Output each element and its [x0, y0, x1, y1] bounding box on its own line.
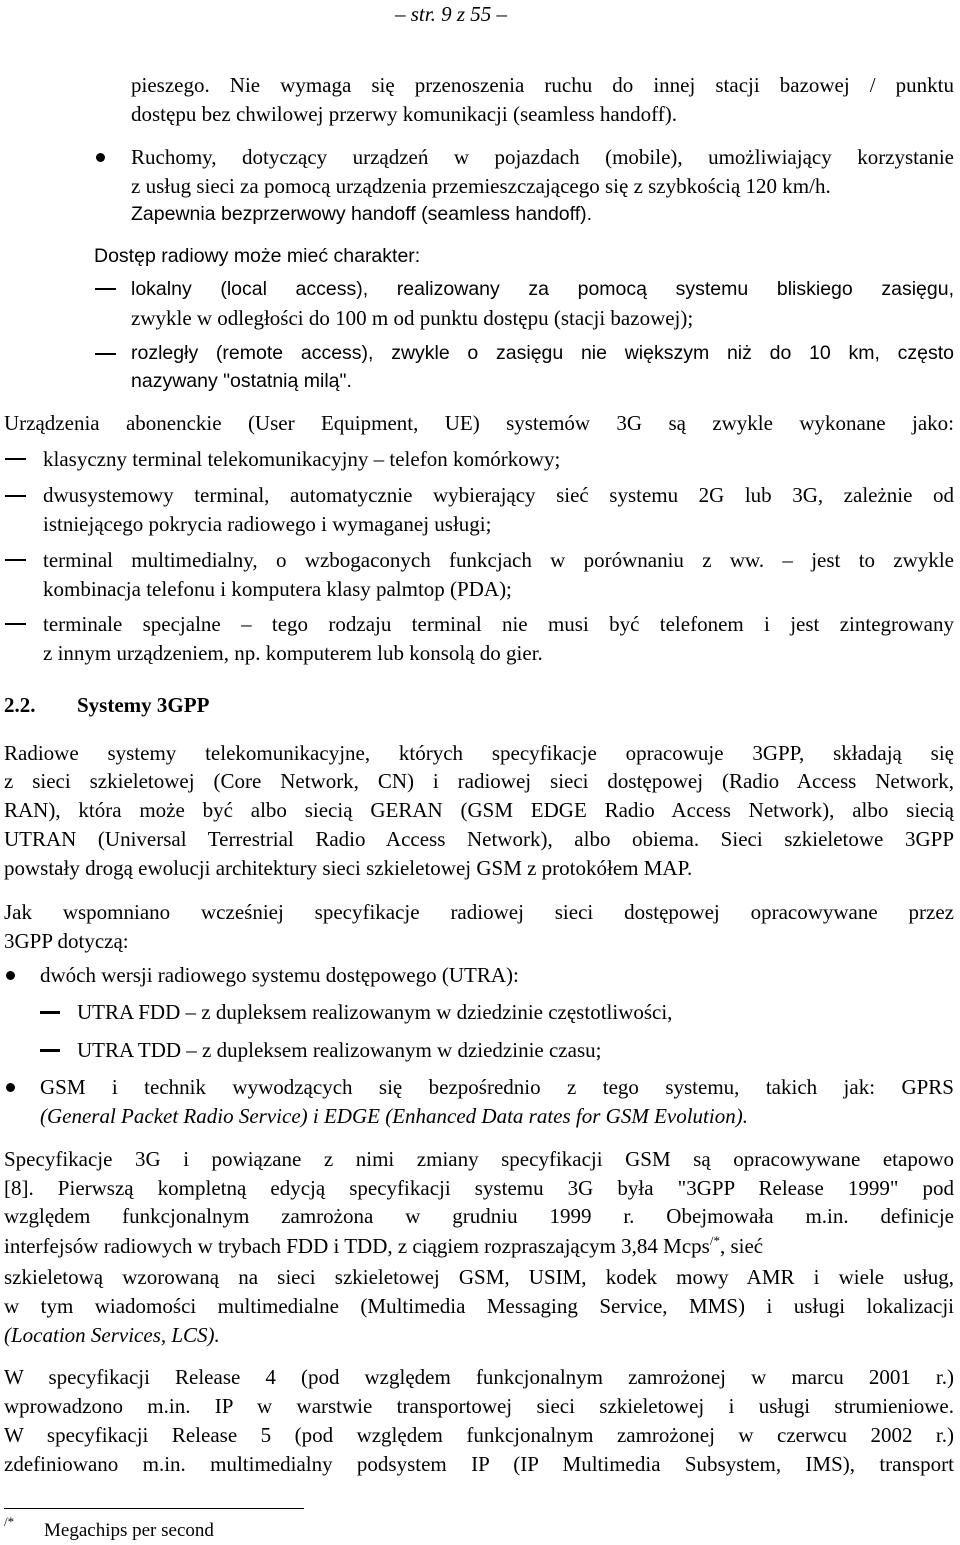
paragraph-line: [8]. Pierwszą kompletną edycją specyfikacji systemu 3G była "3GPP Release 1999" pod: [4, 1176, 954, 1200]
list-item: kombinacja telefonu i komputera klasy palmtop (PDA);: [43, 577, 512, 601]
list-item: rozległy (remote access), zwykle o zasięgu nie większym niż do 10 km, często: [131, 342, 954, 364]
dash-icon: [5, 458, 26, 460]
dash-icon: [5, 495, 26, 497]
dash-icon: [95, 288, 116, 290]
list-item: klasyczny terminal telekomunikacyjny – telefon komórkowy;: [43, 447, 561, 471]
bullet-icon: [6, 1083, 15, 1092]
list-item: GSM i technik wywodzących się bezpośrednio z tego systemu, takich jak: GPRS: [40, 1075, 954, 1099]
list-item: Ruchomy, dotyczący urządzeń w pojazdach (mobile), umożliwiający korzystanie: [131, 145, 954, 169]
list-item: Zapewnia bezprzerwowy handoff (seamless handoff).: [131, 203, 593, 225]
list-item: z usług sieci za pomocą urządzenia przemieszczającego się z szybkością 120 km/h.: [131, 174, 831, 198]
list-item: istniejącego pokrycia radiowego i wymaganej usługi;: [43, 512, 492, 536]
paragraph-line: 3GPP dotyczą:: [4, 929, 129, 953]
list-item: z innym urządzeniem, np. komputerem lub konsolą do gier.: [43, 641, 543, 665]
bullet-icon: [6, 971, 15, 980]
page-number-header: – str. 9 z 55 –: [395, 2, 508, 26]
paragraph-line: szkieletową wzorowaną na sieci szkieletowej GSM, USIM, kodek mowy AMR i wiele usług,: [4, 1265, 954, 1289]
list-item: nazywany "ostatnią milą".: [131, 370, 352, 392]
dash-icon: [95, 353, 116, 355]
paragraph-line: Radiowe systemy telekomunikacyjne, których specyfikacje opracowuje 3GPP, składają się: [4, 741, 954, 765]
paragraph-line: W specyfikacji Release 5 (pod względem funkcjonalnym zamrożonej w czerwcu 2002 r.): [4, 1423, 954, 1447]
list-item: zwykle w odległości do 100 m od punktu dostępu (stacji bazowej);: [131, 306, 694, 330]
list-item: UTRA FDD – z dupleksem realizowanym w dziedzinie częstotliwości,: [77, 1000, 673, 1024]
paragraph-line: (Location Services, LCS).: [4, 1323, 220, 1347]
list-item: dwóch wersji radiowego systemu dostępowego (UTRA):: [40, 963, 519, 987]
paragraph-text: , sieć: [719, 1234, 764, 1258]
paragraph-line: dostępu bez chwilowej przerwy komunikacji (seamless handoff).: [131, 102, 678, 126]
paragraph-text: interfejsów radiowych w trybach FDD i TDD, z ciągiem rozpraszającym 3,84 Mcps: [4, 1234, 710, 1258]
dash-icon: [5, 559, 26, 561]
paragraph-line: względem funkcjonalnym zamrożona w grudniu 1999 r. Obejmowała m.in. definicje: [4, 1204, 954, 1228]
paragraph-line: powstały drogą ewolucji architektury sieci szkieletowej GSM z protokółem MAP.: [4, 856, 693, 880]
list-item: dwusystemowy terminal, automatycznie wybierający sieć systemu 2G lub 3G, zależnie od: [43, 483, 954, 507]
section-title: Systemy 3GPP: [77, 693, 210, 717]
list-item: terminal multimedialny, o wzbogaconych funkcjach w porównaniu z ww. – jest to zwykle: [43, 548, 954, 572]
dash-icon: [40, 1011, 60, 1014]
bullet-icon: [96, 153, 105, 162]
dash-icon: [5, 623, 26, 625]
paragraph-line: Urządzenia abonenckie (User Equipment, UE) systemów 3G są zwykle wykonane jako:: [4, 411, 954, 435]
paragraph-line: wprowadzono m.in. IP w warstwie transportowej sieci szkieletowej i usługi strumieniowe.: [4, 1394, 954, 1418]
paragraph-line: W specyfikacji Release 4 (pod względem funkcjonalnym zamrożonej w marcu 2001 r.): [4, 1365, 954, 1389]
paragraph-line: zdefiniowano m.in. multimedialny podsystem IP (IP Multimedia Subsystem, IMS), transport: [4, 1452, 954, 1476]
paragraph-line: [4, 1233, 763, 1259]
list-item: terminale specjalne – tego rodzaju terminal nie musi być telefonem i jest zintegrowany: [43, 612, 954, 636]
paragraph-line: Specyfikacje 3G i powiązane z nimi zmiany specyfikacji GSM są opracowywane etapowo: [4, 1147, 954, 1171]
footnote-mark: /*: [4, 1514, 15, 1529]
paragraph-line: Dostęp radiowy może mieć charakter:: [94, 245, 421, 267]
list-item: UTRA TDD – z dupleksem realizowanym w dziedzinie czasu;: [77, 1038, 602, 1062]
paragraph-line: w tym wiadomości multimedialne (Multimedia Messaging Service, MMS) i usługi lokalizacji: [4, 1294, 954, 1318]
dash-icon: [40, 1049, 60, 1052]
footnote-reference: /*: [709, 1233, 720, 1248]
paragraph-line: UTRAN (Universal Terrestrial Radio Access Network), albo obiema. Sieci szkieletowe 3GPP: [4, 827, 954, 851]
footnote-separator: [4, 1508, 304, 1509]
paragraph-line: pieszego. Nie wymaga się przenoszenia ruchu do innej stacji bazowej / punktu: [131, 73, 954, 97]
paragraph-line: z sieci szkieletowej (Core Network, CN) i radiowej sieci dostępowej (Radio Access Network,: [4, 769, 954, 793]
paragraph-line: RAN), która może być albo siecią GERAN (GSM EDGE Radio Access Network), albo siecią: [4, 798, 954, 822]
list-item: (General Packet Radio Service) i EDGE (Enhanced Data rates for GSM Evolution).: [40, 1104, 748, 1128]
section-number: 2.2.: [4, 693, 36, 717]
list-item: lokalny (local access), realizowany za pomocą systemu bliskiego zasięgu,: [131, 278, 954, 300]
paragraph-line: Jak wspomniano wcześniej specyfikacje radiowej sieci dostępowej opracowywane przez: [4, 900, 954, 924]
footnote-text: Megachips per second: [44, 1520, 214, 1541]
